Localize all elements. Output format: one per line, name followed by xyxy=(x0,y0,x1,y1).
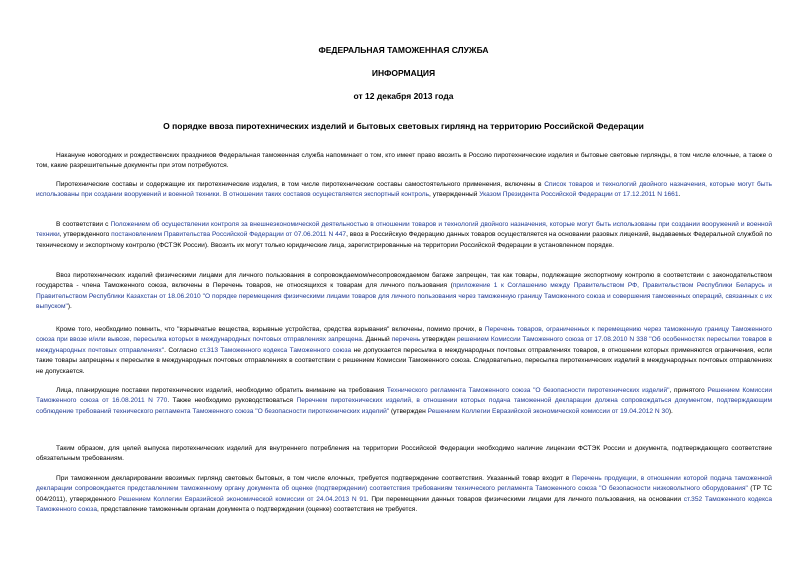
paragraph-8 xyxy=(36,474,772,516)
link-commission-decision-338[interactable]: решением Комиссии Таможенного союза от 17.08.2010 N 338 "Об особенностях пересылки товаров в международных почтовых отправлениях" xyxy=(36,336,772,354)
paragraph-text: В соответствии с xyxy=(56,220,111,228)
paragraph-text: Лица, планирующие поставки пиротехнических изделий, необходимо обратить внимание на требования xyxy=(56,386,387,394)
paragraph-2 xyxy=(36,180,772,201)
paragraph-text: . xyxy=(678,191,681,199)
paragraph-text: , утвержденного xyxy=(59,231,112,239)
link-customs-agreement-annex[interactable]: приложение 1 к Соглашению между Правительством РФ, Правительством Республики Беларусь и Правительством Республики Казахстан от 18.06.2010 "О порядке перемещения физическими лицами товаров для личного пользования через таможенную границу Таможенного союза и совершения таможенных операций, связанных с их выпуском" xyxy=(36,282,772,311)
paragraph-text: . Также необходимо руководствоваться xyxy=(167,397,297,405)
link-product-list[interactable]: Перечень продукции, в отношении которой подача таможенной декларации сопровождается представлением таможенному органу документа об оценке (подтверждении) соответствия требованиям технического регламента Таможенного союза "О безопасности низковольтного оборудования" xyxy=(36,474,772,493)
link-dual-use-list[interactable]: Список товаров и технологий двойного назначения, которые могут быть использованы при создании вооружений и военной техники. В отношении таких составов осуществляется экспортный контроль xyxy=(36,180,772,199)
paragraph-1 xyxy=(36,151,772,172)
link-presidential-decree[interactable]: Указом Президента Российской Федерации от 17.12.2011 N 1661 xyxy=(479,191,679,199)
paragraph-text: ). xyxy=(67,303,72,311)
paragraph-text: Пиротехнические составы и содержащие их пиротехнические изделия, в том числе пиротехнические составы самостоятельного применения, включены в xyxy=(56,180,545,188)
link-eec-decision-91[interactable]: Решением Коллегии Евразийской экономической комиссии от 24.04.2013 N 91 xyxy=(118,495,367,503)
link-customs-code-352[interactable]: ст.352 Таможенного кодекса Таможенного союза xyxy=(36,495,773,514)
document-title: О порядке ввоза пиротехнических изделий и бытовых световых гирлянд на территорию Российской Федерации xyxy=(163,121,644,131)
paragraph-text: не допускается пересылка в международных почтовых отправлениях товаров, в отношении которых применяются ограничения, если такие товары запрещены к пересылке в международных почтовых отправлениях в соответствии с решением Комиссии Таможенного союза. Следовательно, пересылка пиротехнических изделий в международных почтовых отправлениях не допускается. xyxy=(36,346,772,375)
link-commission-decision-770[interactable]: Решением Комиссии Таможенного союза от 16.08.2011 N 770 xyxy=(36,386,772,405)
link-list[interactable]: перечень xyxy=(391,336,421,344)
paragraph-text: Накануне новогодних и рождественских праздников Федеральная таможенная служба напоминает о том, кто имеет право ввозить в Россию пиротехнические изделия и бытовые световые гирлянды, в том числе елочные, а также о том, какие разрешительные документы при этом потребуются. xyxy=(36,151,772,170)
paragraph-text: ). xyxy=(668,407,673,415)
link-technical-regulation[interactable]: Технического регламента Таможенного союза "О безопасности пиротехнических изделий" xyxy=(386,386,670,394)
paragraph-text: Ввоз пиротехнических изделий физическими лицами для личного пользования в сопровождаемом/несопровождаемом багаже запрещен, так как товары, подлежащие экспортному контролю в соответствии с законодательством государства - члена Таможенного союза, включены в Перечень товаров, не относящихся к товарам для личного пользования ( xyxy=(36,271,772,290)
link-restricted-goods-list[interactable]: Перечень товаров, ограниченных к перемещению через таможенную границу Таможенного союза при ввозе и/или вывозе, пересылка которых в международных почтовых отправлениях запрещена xyxy=(36,325,772,344)
link-control-regulation[interactable]: Положением об осуществлении контроля за внешнеэкономической деятельностью в отношении товаров и технологий двойного назначения, которые могут быть использованы при создании вооружений и военной техники xyxy=(36,220,772,239)
link-eec-decision-30[interactable]: Решением Коллегии Евразийской экономической комиссии от 19.04.2012 N 30 xyxy=(427,407,669,415)
document-date: от 12 декабря 2013 года xyxy=(353,91,454,101)
paragraph-3 xyxy=(36,220,772,252)
paragraph-text: При таможенном декларировании ввозимых гирлянд световых бытовых, в том числе елочных, требуется подтверждение соответствия. Указанный товар входит в xyxy=(56,474,572,482)
paragraph-text: , ввоз в Российскую Федерацию данных товаров осуществляется на основании разовых лицензий, выдаваемых Федеральной службой по техническому и экспортному контролю (ФСТЭК России). Ввозить их могут только юридические лица, зарегистрированные на территории Российской Федерации в установленном порядке. xyxy=(36,231,772,249)
paragraph-text: , принятого xyxy=(669,386,708,394)
link-customs-code-313[interactable]: ст.313 Таможенного кодекса Таможенного союза xyxy=(199,346,352,354)
paragraph-6 xyxy=(36,386,772,418)
paragraph-7 xyxy=(36,444,772,465)
paragraph-text: Таким образом, для целей выпуска пиротехнических изделий для внутреннего потребления на территории Российской Федерации необходимо наличие лицензии ФСТЭК России и документа, подтверждающего соответствие обязательным требованиям. xyxy=(36,444,772,463)
paragraph-text: . При перемещении данных товаров физическими лицами для личного пользования, на основании xyxy=(366,495,684,503)
paragraph-text: (утвержден xyxy=(389,407,428,415)
paragraph-5 xyxy=(36,325,772,378)
paragraph-4 xyxy=(36,271,772,313)
link-government-resolution[interactable]: постановлением Правительства Российской Федерации от 07.06.2011 N 447 xyxy=(111,231,347,239)
paragraph-text: , утвержденный xyxy=(429,191,480,199)
paragraph-text: . Данный xyxy=(361,336,392,344)
document-type-heading: ИНФОРМАЦИЯ xyxy=(371,68,436,78)
agency-heading: ФЕДЕРАЛЬНАЯ ТАМОЖЕННАЯ СЛУЖБА xyxy=(318,45,489,55)
paragraph-text: , представление таможенным органам документа о подтверждении (оценке) соответствия не требуется. xyxy=(97,506,418,514)
link-pyrotechnics-list[interactable]: Перечнем пиротехнических изделий, в отношении которых подача таможенной декларации должна сопровождаться документом, подтверждающим соблюдение требований технического регламента Таможенного союза "О безопасности пиротехнических изделий" xyxy=(36,397,772,415)
paragraph-text: утвержден xyxy=(420,336,457,344)
paragraph-text: (ТР ТС 004/2011), утвержденного xyxy=(36,485,773,503)
paragraph-text: Кроме того, необходимо помнить, что "взрывчатые вещества, взрывные устройства, средства взрывания" включены, помимо прочих, в xyxy=(56,325,485,333)
paragraph-text: . Согласно xyxy=(164,346,200,354)
